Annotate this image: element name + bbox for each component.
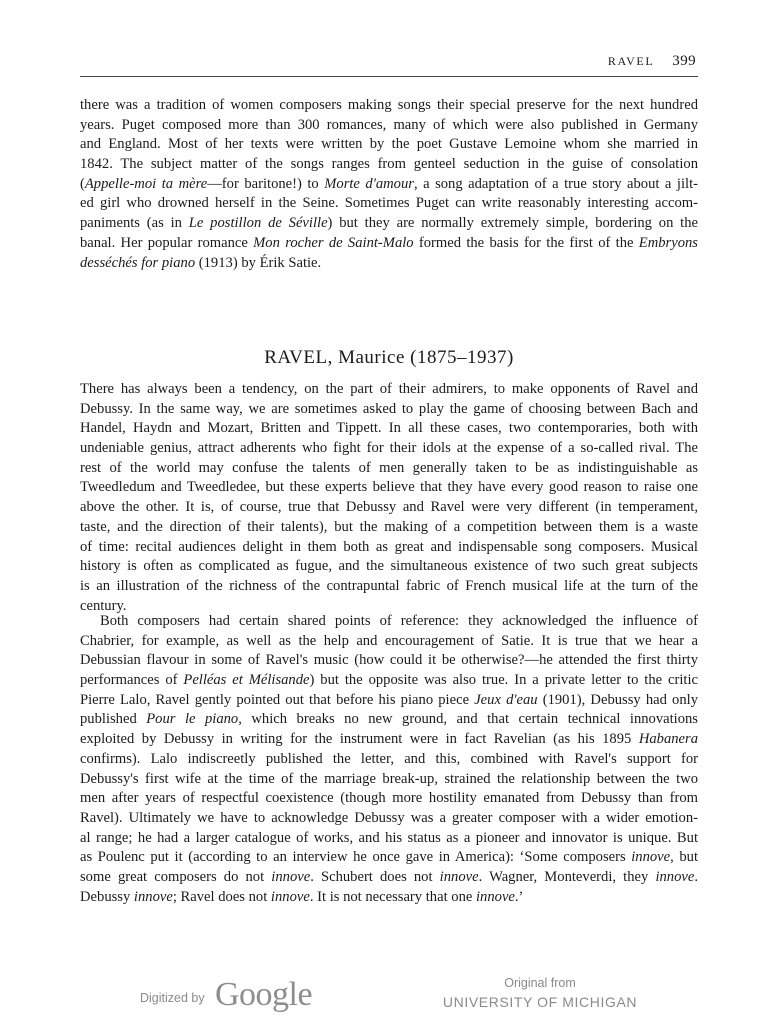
italic-title: innove [476,888,515,905]
text-line: Debussy. In the same way, we are sometimes asked to play the game of choosing between Bach and [80,400,698,417]
text-run: performances of [80,672,184,689]
text-line: al range; he had a larger catalogue of works, and his status as a pioneer and innovator is unique. But [80,829,698,846]
italic-title: Appelle-moi ta mère [84,175,208,192]
text-line: taste, and the direction of their talents), but the making of a competition between them is a waste [80,518,698,535]
italic-title: Jeux d'eau [474,691,538,708]
italic-title: Pour le piano [146,711,239,728]
italic-title: innove [439,868,479,885]
text-line: confirms). Lalo indiscreetly published the letter, and this, combined with Ravel's support for [80,750,698,767]
italic-title: innove [631,849,671,866]
text-run: . It is not necessary that one [309,888,476,905]
text-line [80,254,698,274]
text-line: above the other. It is, of course, true that Debussy and Ravel were very different (in temperament, [80,499,698,516]
text-run: ) but they are normally extremely simple, bordering on the [327,215,698,232]
page-number: 399 [672,53,696,69]
header-rule [80,76,698,77]
paragraph-1 [80,380,698,616]
text-line [80,848,698,868]
text-line: Tweedledum and Tweedledee, but these experts believe that they have every good reason to raise one [80,479,698,496]
text-run: . Wagner, Monteverdi, they [478,868,656,885]
text-run: , which breaks no new ground, and that certain technical innovations [238,711,698,728]
text-run: ; Ravel does not [172,888,271,905]
text-line [80,888,698,908]
italic-title: Mon rocher de Saint-Malo [253,234,414,251]
text-run: , a song adaptation of a true story about a jilt- [413,175,698,192]
italic-title: Morte d'amour [324,175,414,192]
text-line: rest of the world may confuse the talents of men generally taken to be as indistinguishable as [80,459,698,476]
text-line: 1842. The subject matter of the songs ranges from genteel seduction in the guise of consolation [80,156,698,173]
text-line: Both composers had certain shared points of reference: they acknowledged the influence of [100,613,698,629]
text-line: undeniable genius, attract adherents who fight for their idols at the expense of a so-called rival. The [80,440,698,457]
text-run: as Poulenc put it (according to an interview he once gave in America): ‘Some composers [80,849,632,866]
text-run: . [694,868,698,885]
text-line: history is often as complicated as fugue, and the simultaneous existence of two such great subjects [80,558,698,575]
text-line: Ravel). Ultimately we have to acknowledge Debussy was a greater composer with a wider emotion- [80,809,698,826]
running-head [80,52,696,70]
text-run: some great composers do not [80,868,272,885]
paragraph-2 [80,612,698,907]
text-line: and England. Most of her texts were written by the poet Gustave Lemoine whom she married in [80,136,698,153]
italic-title: Pelléas et Mélisande [183,672,310,689]
text-run: published [80,711,147,728]
italic-title: innove [270,888,310,905]
text-line: century. [80,597,127,614]
text-run: paniments (as in [80,215,189,232]
text-line: There has always been a tendency, on the part of their admirers, to make opponents of Ravel and [80,381,698,397]
text-run: ) but the opposite was also true. In a private letter to the critic [309,672,698,689]
text-line [80,214,698,234]
text-line [80,868,698,888]
text-line: there was a tradition of women composers making songs their special preserve for the next hundred [80,97,698,113]
text-line: Debussy's first wife at the time of the marriage break-up, strained the relationship between the two [80,770,698,787]
text-run: Debussy [80,888,134,905]
text-line: years. Puget composed more than 300 romances, many of which were also published in Germany [80,116,698,133]
text-line [80,175,698,195]
text-line: is an illustration of the richness of the contrapuntal fabric of French musical life at the turn of the [80,577,698,594]
text-run: formed the basis for the first of the [413,234,639,251]
digitized-by-label: Digitized by [140,991,205,1005]
italic-title: Le postillon de Séville [188,215,328,232]
text-line [80,234,698,254]
intro-paragraph [80,96,698,273]
text-run: ( [80,175,85,192]
section-heading: RAVEL, Maurice (1875–1937) [264,347,514,368]
text-line: Debussian flavour in some of Ravel's music (how could it be otherwise?—he attended the first thirty [80,652,698,669]
text-run: (1901), Debussy had only [537,691,698,708]
italic-title: desséchés for piano [80,254,196,271]
text-line [80,730,698,750]
italic-title: innove [655,868,695,885]
original-source [440,974,640,1012]
text-line [80,710,698,730]
italic-title: innove [133,888,173,905]
italic-title: Embryons [638,234,698,251]
university-label: UNIVERSITY OF MICHIGAN [442,994,638,1010]
text-run: Pierre Lalo, Ravel gently pointed out that before his piano piece [80,691,475,708]
text-line: Chabrier, for example, as well as the help and encouragement of Satie. It is true that we hear a [80,632,698,649]
text-line [80,671,698,691]
text-run: (1913) by Érik Satie. [195,254,322,271]
italic-title: Habanera [638,731,698,748]
text-line [80,691,698,711]
running-title: RAVEL [607,54,655,68]
text-run: . Schubert does not [310,868,440,885]
italic-title: innove [271,868,311,885]
text-run: banal. Her popular romance [80,234,254,251]
google-logo: Google [215,976,313,1013]
text-run: , but [670,849,698,866]
original-from-label: Original from [504,976,576,990]
text-run: —for baritone!) to [207,175,325,192]
text-line: ed girl who drowned herself in the Seine. Sometimes Puget can write reasonably interesting accom- [80,195,698,212]
text-line: men after years of respectful coexistence (though more hostility emanated from Debussy than from [80,790,698,807]
text-line: of time: recital audiences delight in them both as great and indispensable song composers. Musical [80,538,698,555]
text-line: Handel, Haydn and Mozart, Britten and Tippett. In all these cases, two contemporaries, both with [80,420,698,437]
text-run: .’ [514,888,524,905]
text-run: exploited by Debussy in writing for the instrument were in fact Ravelian (as his 1895 [80,731,639,748]
